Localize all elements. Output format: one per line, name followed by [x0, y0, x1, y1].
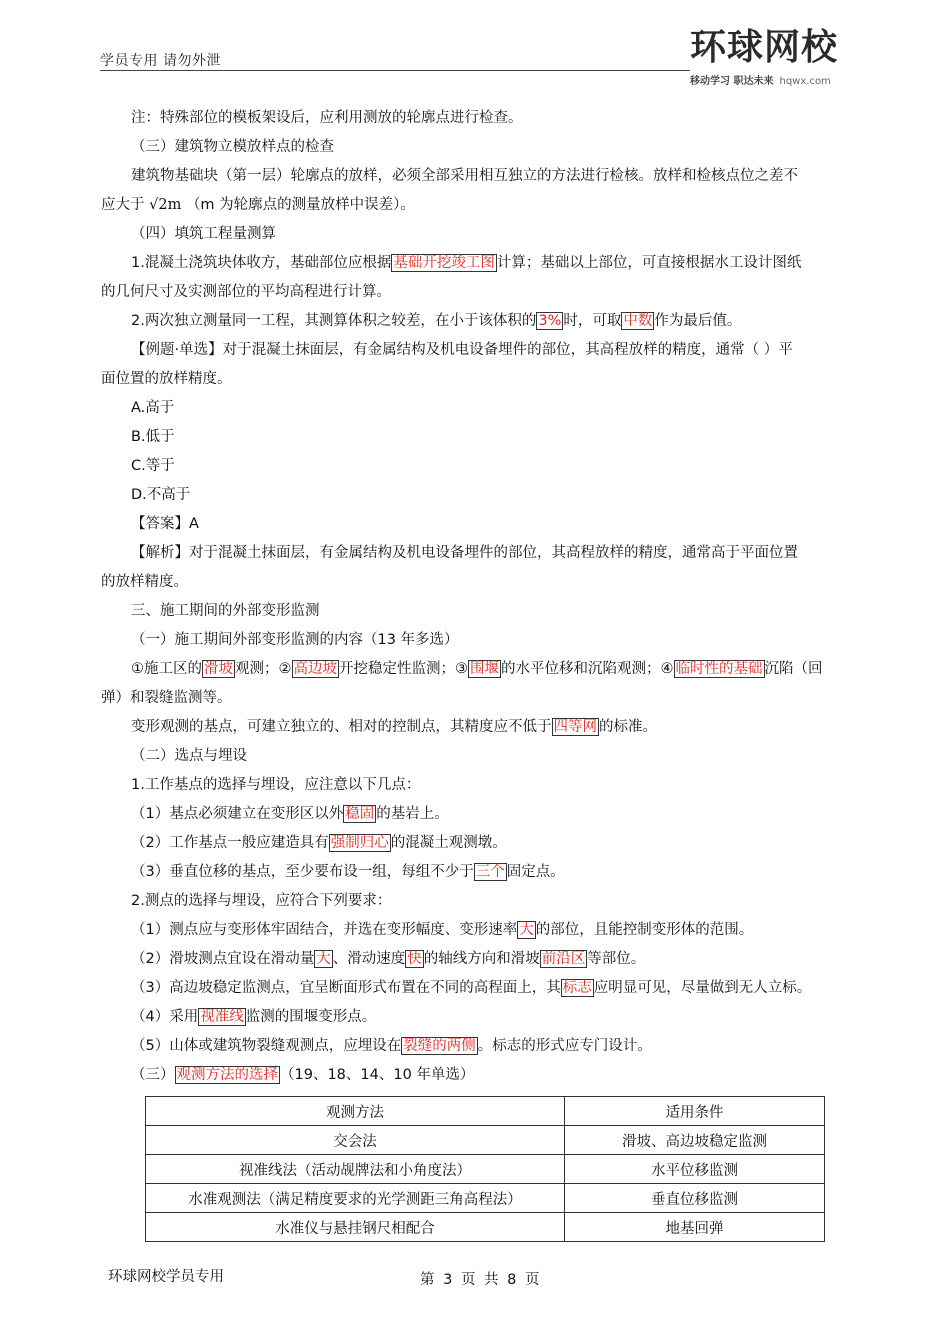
- table-header: 观测方法: [146, 1097, 565, 1126]
- highlight-term: 标志: [562, 980, 592, 996]
- paragraph: 应大于 √2m （m 为轮廓点的测量放样中误差）。: [101, 197, 415, 213]
- section-heading: （三） 观测方法的选择 （19、18、14、10 年单选）: [131, 1067, 475, 1083]
- paragraph: 1.混凝土浇筑块体收方，基础部位应根据 基础开挖竣工图 计算；基础以上部位，可直接根据水工设计图纸: [131, 255, 802, 271]
- option-d: D.不高于: [131, 487, 191, 503]
- highlight-term: 三个: [475, 864, 505, 880]
- highlight-term: 大: [316, 951, 331, 967]
- list-item: （1）测点应与变形体牢固结合，并选在变形幅度、变形速率 大 的部位，且能控制变形体的范围。: [131, 922, 754, 938]
- explanation: 的放样精度。: [101, 574, 188, 590]
- section-heading: （四）填筑工程量测算: [131, 226, 276, 242]
- list-item: （3）高边坡稳定监测点，宜呈断面形式布置在不同的高程面上，其 标志 应明显可见，尽量做到无人立标。: [131, 980, 812, 996]
- answer: 【答案】A: [131, 516, 199, 532]
- section-heading: （一）施工期间外部变形监测的内容（13 年多选）: [131, 632, 459, 648]
- paragraph: 建筑物基础块（第一层）轮廓点的放样，必须全部采用相互独立的方法进行检核。放样和检核点位之差不: [131, 168, 798, 184]
- document-body: [101, 104, 871, 1090]
- highlight-term: 四等网: [553, 719, 597, 735]
- logo-slogan: 移动学习 职达未来: [690, 76, 774, 87]
- logo-text: 环球网校: [690, 27, 839, 68]
- option-c: C.等于: [131, 458, 175, 474]
- highlight-term: 强制归心: [330, 835, 389, 851]
- table-row: [146, 1155, 825, 1184]
- note-line: 注：特殊部位的模板架设后，应利用测放的轮廓点进行检查。: [131, 110, 523, 126]
- paragraph: 变形观测的基点，可建立独立的、相对的控制点，其精度应不低于 四等网 的标准。: [131, 719, 657, 735]
- paragraph: 2.两次独立测量同一工程，其测算体积之较差，在小于该体积的 3% 时，可取 中数 作为最后值。: [131, 313, 742, 329]
- example-question: 面位置的放样精度。: [101, 371, 232, 387]
- table-cell: 滑坡、高边坡稳定监测: [565, 1126, 825, 1155]
- table-row: [146, 1213, 825, 1242]
- section-heading: 三、施工期间的外部变形监测: [131, 603, 320, 619]
- highlight-term: 快: [407, 951, 422, 967]
- paragraph: 弹）和裂缝监测等。: [101, 690, 232, 706]
- explanation: 【解析】对于混凝土抹面层，有金属结构及机电设备埋件的部位，其高程放样的精度，通常高于平面位置: [131, 545, 798, 561]
- highlight-term: 高边坡: [293, 661, 337, 677]
- table-cell: 地基回弹: [565, 1213, 825, 1242]
- sqrt-formula: √2m: [149, 197, 182, 213]
- highlight-term: 裂缝的两侧: [403, 1038, 476, 1054]
- highlight-term: 滑坡: [204, 661, 233, 677]
- header-divider: [100, 70, 690, 71]
- table-cell: 水平位移监测: [565, 1155, 825, 1184]
- paragraph: 的几何尺寸及实测部位的平均高程进行计算。: [101, 284, 391, 300]
- list-item: （3）垂直位移的基点，至少要布设一组，每组不少于 三个 固定点。: [131, 864, 565, 880]
- table-cell: 视准线法（活动觇牌法和小角度法）: [146, 1155, 565, 1184]
- logo: [690, 28, 865, 87]
- table-row: [146, 1184, 825, 1213]
- example-question: 【例题·单选】对于混凝土抹面层，有金属结构及机电设备埋件的部位，其高程放样的精度，通常（ ）平: [131, 342, 793, 358]
- highlight-term: 中数: [623, 313, 653, 329]
- observation-methods-table: [145, 1096, 825, 1242]
- highlight-term: 视准线: [200, 1009, 244, 1025]
- option-a: A.高于: [131, 400, 175, 416]
- logo-url: hqwx.com: [779, 76, 831, 87]
- table-cell: 水准观测法（满足精度要求的光学测距三角高程法）: [146, 1184, 565, 1213]
- table-header-row: [146, 1097, 825, 1126]
- table-header: 适用条件: [565, 1097, 825, 1126]
- list-item: （2）工作基点一般应建造具有 强制归心 的混凝土观测墩。: [131, 835, 507, 851]
- table-cell: 垂直位移监测: [565, 1184, 825, 1213]
- highlight-term: 稳固: [345, 806, 375, 822]
- highlight-term: 基础开挖竣工图: [393, 255, 495, 271]
- highlight-term: 前沿区: [541, 951, 586, 967]
- footer-label: 环球网校学员专用: [108, 1269, 224, 1285]
- page-number: 第 3 页 共 8 页: [420, 1272, 542, 1288]
- section-heading: （二）选点与埋设: [131, 748, 247, 764]
- highlight-term: 临时性的基础: [675, 661, 763, 677]
- paragraph: ①施工区的 滑坡 观测；② 高边坡 开挖稳定性监测；③ 围堰 的水平位移和沉陷观测；④ 临时性的基础 沉陷（回: [131, 661, 823, 677]
- highlight-term: 大: [519, 922, 534, 938]
- paragraph: 1.工作基点的选择与埋设，应注意以下几点：: [131, 777, 421, 793]
- table-cell: 交会法: [146, 1126, 565, 1155]
- list-item: （1）基点必须建立在变形区以外 稳固 的基岩上。: [131, 806, 449, 822]
- list-item: （4）采用 视准线 监测的围堰变形点。: [131, 1009, 377, 1025]
- paragraph: 2.测点的选择与埋设，应符合下列要求：: [131, 893, 392, 909]
- list-item: （5）山体或建筑物裂缝观测点，应埋设在 裂缝的两侧 。标志的形式应专门设计。: [131, 1038, 652, 1054]
- header-notice: 学员专用 请勿外泄: [100, 53, 221, 69]
- highlight-term: 3%: [538, 313, 562, 329]
- highlight-term: 围堰: [470, 661, 499, 677]
- highlight-term: 观测方法的选择: [176, 1067, 278, 1083]
- option-b: B.低于: [131, 429, 175, 445]
- list-item: （2）滑坡测点宜设在滑动量 大 、滑动速度 快 的轴线方向和滑坡 前沿区 等部位。: [131, 951, 646, 967]
- section-heading: （三）建筑物立模放样点的检查: [131, 139, 334, 155]
- table-row: [146, 1126, 825, 1155]
- table-cell: 水准仪与悬挂钢尺相配合: [146, 1213, 565, 1242]
